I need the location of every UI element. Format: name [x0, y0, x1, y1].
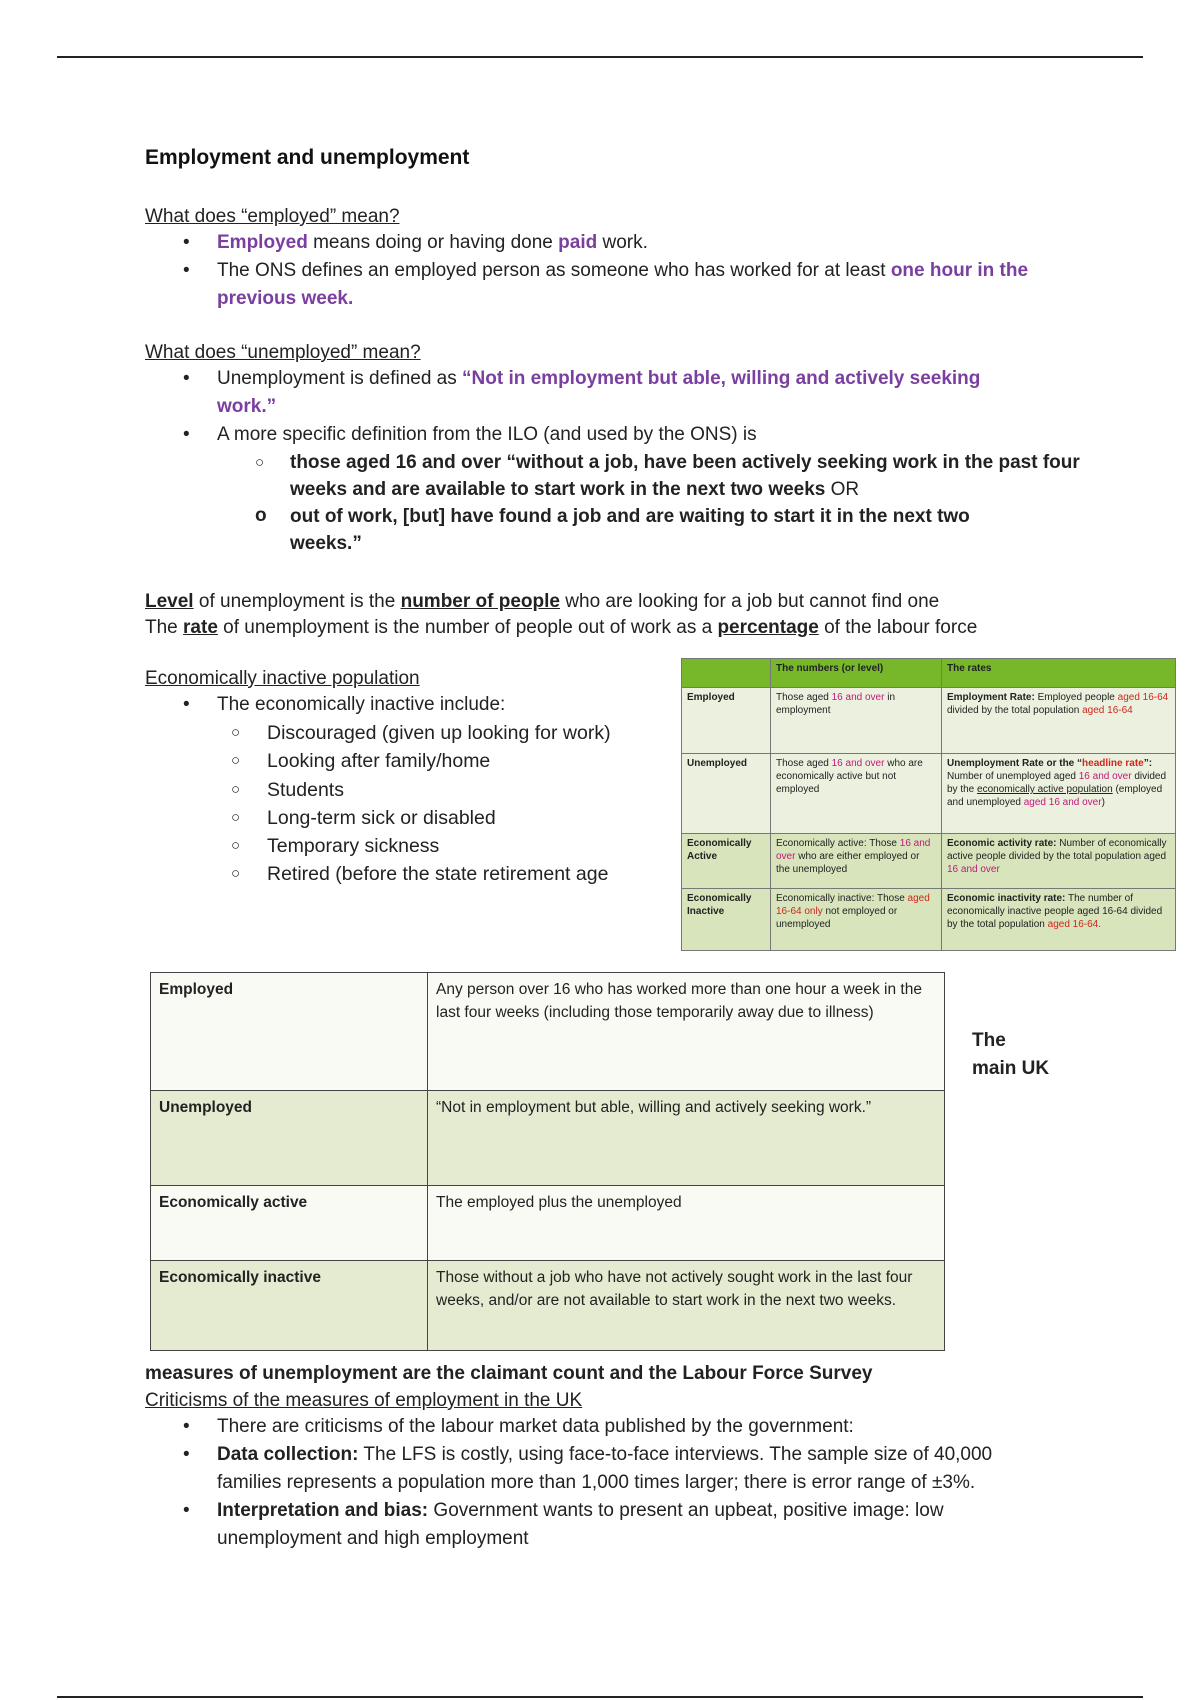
- rates-table-row: Economically Active Economically active: Those 16 and over who are either employed or the unemployed Economic activity rate: Number of economically active people divided by the total population aged 16 and over: [682, 834, 1176, 889]
- definitions-text: “Not in employment but able, willing and actively seeking work.”: [428, 1091, 945, 1186]
- unemployed-bullet-1: • Unemployment is defined as “Not in employment but able, willing and actively seeking work.”: [145, 365, 1037, 421]
- employed-heading: What does “employed” mean?: [145, 206, 400, 227]
- level-line: Level of unemployment is the number of people who are looking for a job but cannot find one: [145, 591, 940, 612]
- top-rule: [57, 56, 1143, 58]
- ilo-item-2: o out of work, [but] have found a job and are waiting to start it in the next two weeks.”: [145, 503, 1020, 557]
- definitions-term: Economically active: [151, 1186, 428, 1261]
- criticisms-bullet-3: • Interpretation and bias: Government wants to present an upbeat, positive image: low unemployment and high employment: [145, 1497, 1027, 1553]
- ilo-item-1: ○ those aged 16 and over “without a job, have been actively seeking work in the past four weeks and are available to start work in the next two weeks OR: [145, 449, 1090, 503]
- employed-bullet-1: • Employed means doing or having done paid work.: [145, 229, 1045, 257]
- definitions-text: The employed plus the unemployed: [428, 1186, 945, 1261]
- definitions-row: [151, 973, 945, 1091]
- inactive-item: ○ Looking after family/home: [145, 747, 665, 775]
- rates-table-row: Unemployed Those aged 16 and over who are economically active but not employed Unemployment Rate or the “headline rate”: Number of unemployed aged 16 and over divided by the economically active population (employed and unemployed aged 16 and over): [682, 754, 1176, 834]
- employed-bullets: [145, 229, 1045, 313]
- definitions-term: Economically inactive: [151, 1261, 428, 1351]
- definitions-text: Those without a job who have not actively sought work in the last four weeks, and/or are not available to start work in the next two weeks.: [428, 1261, 945, 1351]
- section-employed: [145, 206, 1045, 313]
- rates-table-col-rates: The rates: [942, 659, 1176, 688]
- rates-table: [681, 658, 1176, 951]
- measures-line: measures of unemployment are the claimant count and the Labour Force Survey: [145, 1363, 873, 1384]
- unemployed-bullets: [145, 365, 1105, 449]
- criticisms-bullet-2: • Data collection: The LFS is costly, using face-to-face interviews. The sample size of 40,000 families represents a population more than 1,000 times larger; there is error range of ±3%.: [145, 1441, 1057, 1497]
- rates-table-row: Employed Those aged 16 and over in employment Employment Rate: Employed people aged 16-64 divided by the total population aged 16-64: [682, 688, 1176, 754]
- definitions-term: Unemployed: [151, 1091, 428, 1186]
- page-title: Employment and unemployment: [145, 146, 470, 169]
- inactive-item: ○ Retired (before the state retirement age: [145, 860, 665, 888]
- unemployed-bullet-2: • A more specific definition from the ILO (and used by the ONS) is: [145, 421, 1105, 449]
- section-inactive: [145, 668, 665, 889]
- criticisms-bullets: [145, 1413, 1105, 1553]
- criticisms-heading: Criticisms of the measures of employment in the UK: [145, 1390, 583, 1411]
- inactive-items: [145, 719, 665, 889]
- inactive-item: ○ Students: [145, 776, 665, 804]
- rates-table-row: Economically Inactive Economically inactive: Those aged 16-64 only not employed or unemployed Economic inactivity rate: The number of economically inactive people aged 16-64 divided by the total population aged 16-64.: [682, 889, 1176, 951]
- definitions-row: [151, 1261, 945, 1351]
- employed-bullet-2: • The ONS defines an employed person as someone who has worked for at least one hour in the previous week.: [145, 257, 1047, 313]
- ilo-definition-list: [145, 449, 1105, 557]
- unemployed-heading: What does “unemployed” mean?: [145, 342, 421, 363]
- criticisms-bullet-1: • There are criticisms of the labour market data published by the government:: [145, 1413, 1105, 1441]
- bottom-rule: [57, 1696, 1143, 1698]
- side-note: The main UK: [972, 1030, 1050, 1079]
- inactive-intro: • The economically inactive include:: [145, 691, 665, 719]
- definitions-text: Any person over 16 who has worked more than one hour a week in the last four weeks (including those temporarily away due to illness): [428, 973, 945, 1091]
- inactive-item: ○ Temporary sickness: [145, 832, 665, 860]
- inactive-heading: Economically inactive population: [145, 668, 420, 689]
- inactive-item: ○ Long-term sick or disabled: [145, 804, 665, 832]
- definitions-table: [150, 972, 945, 1351]
- section-criticisms: [145, 1390, 1105, 1553]
- definitions-term: Employed: [151, 973, 428, 1091]
- rate-line: The rate of unemployment is the number of people out of work as a percentage of the labour force: [145, 617, 978, 638]
- definitions-row: [151, 1091, 945, 1186]
- rates-table-col-level: The numbers (or level): [771, 659, 942, 688]
- inactive-intro-list: [145, 691, 665, 719]
- section-unemployed: [145, 342, 1105, 557]
- rates-table-header: [682, 659, 1176, 688]
- definitions-row: [151, 1186, 945, 1261]
- inactive-item: ○ Discouraged (given up looking for work): [145, 719, 665, 747]
